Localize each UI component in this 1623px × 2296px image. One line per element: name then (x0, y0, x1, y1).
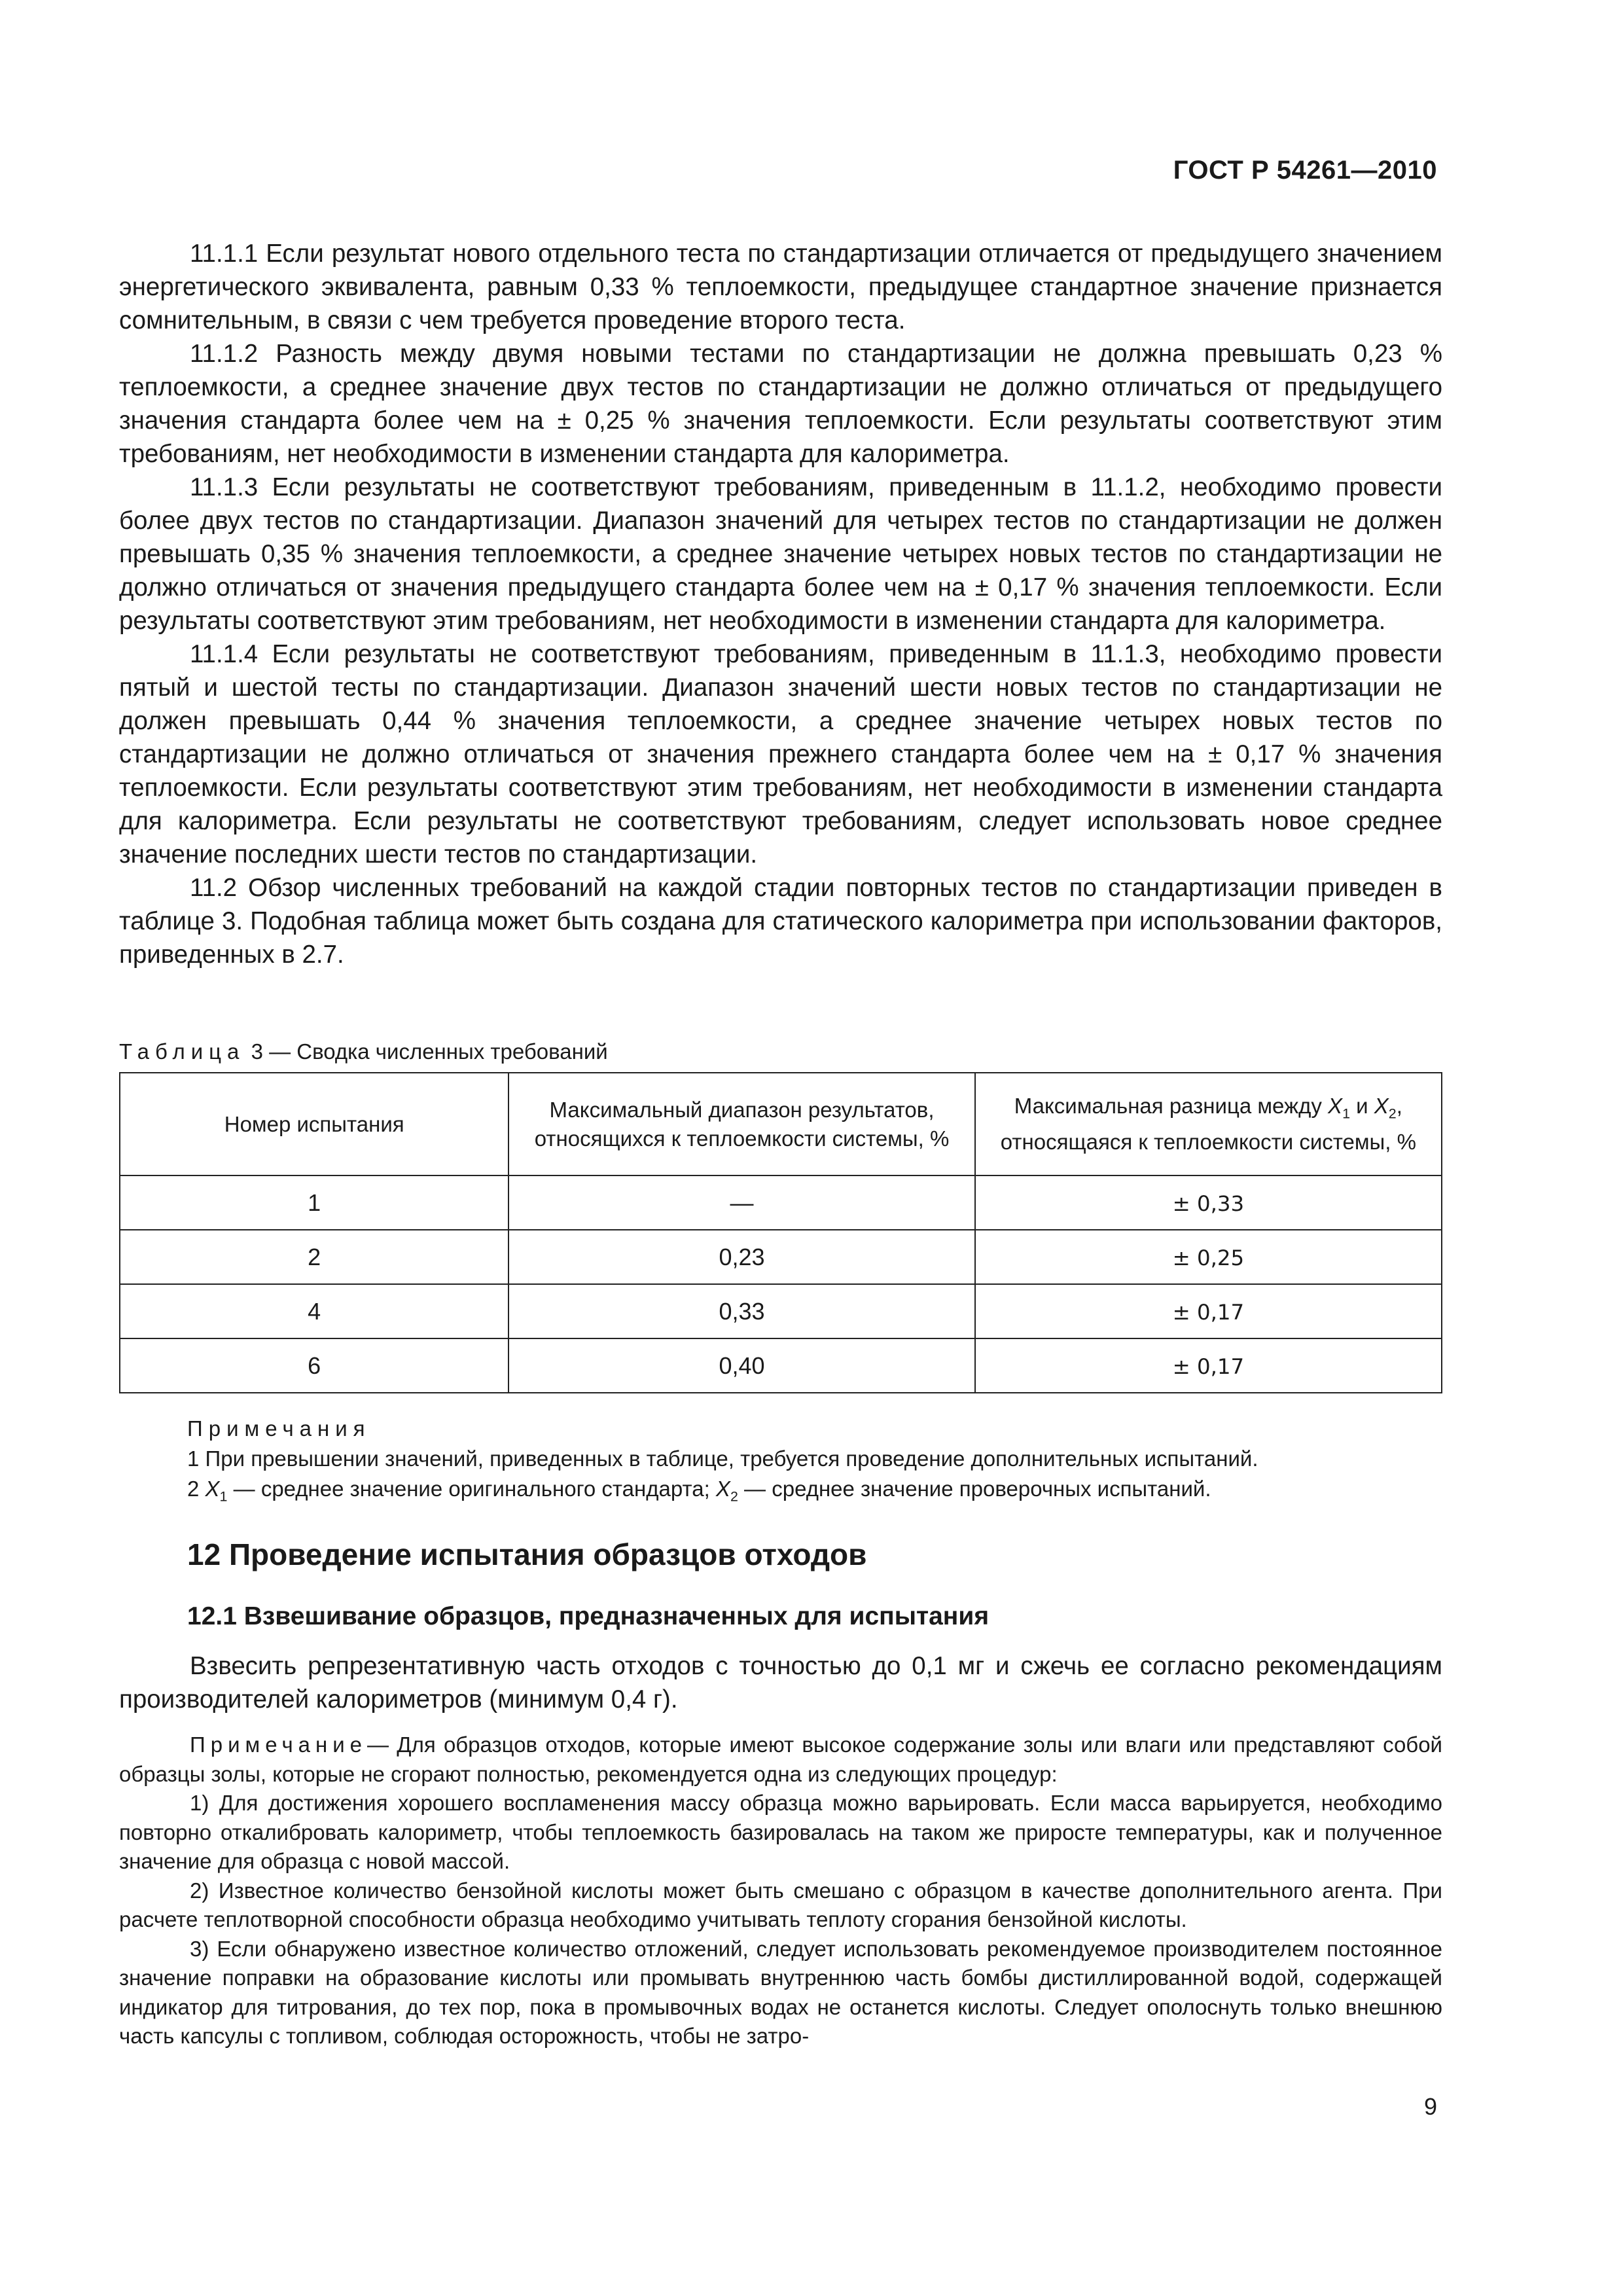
cell-max-difference-value: ± 0,17 (1172, 1299, 1245, 1325)
page-number: 9 (1423, 2093, 1437, 2120)
note-2-x2-subscript: 2 (730, 1488, 738, 1505)
header-x1-subscript: 1 (1342, 1105, 1350, 1122)
cell-max-range: 0,40 (508, 1338, 974, 1393)
cell-test-number: 6 (120, 1338, 508, 1393)
cell-max-range: — (508, 1175, 974, 1230)
table-caption-text: 3 — Сводка численных требований (251, 1039, 608, 1064)
section-12-1-body (119, 1649, 1442, 2051)
cell-max-difference (975, 1230, 1442, 1284)
procedure-item-1: 1) Для достижения хорошего воспламенения массу образца можно варьировать. Если масса варьируется, необходимо повторно откалибровать калориметр, чтобы теплоемкость базировалась на таком же приросте температуры, как и полученное значение для образца с новой массой. (119, 1791, 1442, 1873)
table-row (120, 1338, 1442, 1393)
note-2 (119, 1474, 1442, 1512)
table-row (120, 1175, 1442, 1230)
paragraph-11-1-1: 11.1.1 Если результат нового отдельного теста по стандартизации отличается от предыдущего значением энергетического эквивалента, равным 0,33 % теплоемкости, предыдущее стандартное значение признается сомнительным, в связи с чем требуется проведение второго теста. (119, 240, 1442, 334)
procedure-item-3: 3) Если обнаружено известное количество отложений, следует использовать рекомендуемое производителем постоянное значение поправки на образование кислоты или промывать внутреннюю часть бомбы дистиллированной водой, содержащей индикатор для титрования, до тех пор, пока в промывочных водах не останется кислоты. Следует ополоснуть только внешнюю часть капсулы с топливом, соблюдая осторожность, чтобы не затро- (119, 1936, 1442, 2048)
note-2-x1-definition: — среднее значение оригинального стандарта; (233, 1477, 710, 1501)
paragraph-11-1-2: 11.1.2 Разность между двумя новыми тестами по стандартизации не должна превышать 0,23 % теплоемкости, а среднее значение двух тестов по стандартизации не должно отличаться от предыдущего значения стандарта более чем на ± 0,25 % значения теплоемкости. Если результаты соответствуют этим требованиям, нет необходимости в изменении стандарта для калориметра. (119, 340, 1442, 468)
table-notes (119, 1414, 1442, 1512)
note-2-number: 2 (187, 1477, 200, 1501)
note-1: 1 При превышении значений, приведенных в таблице, требуется проведение дополнительных испытаний. (187, 1446, 1258, 1471)
header-max-range-line2: относящихся к теплоемкости системы, % (534, 1126, 950, 1151)
paragraph-11-1-4: 11.1.4 Если результаты не соответствуют требованиям, приведенным в 11.1.3, необходимо провести пятый и шестой тесты по стандартизации. Диапазон значений шести новых тестов по стандартизации не должен превышать 0,44 % значения теплоемкости, а среднее значение четырех новых тестов по стандартизации не должно отличаться от значения прежнего стандарта более чем на ± 0,17 % значения теплоемкости. Если результаты соответствуют этим требованиям, нет необходимости в изменении стандарта для калориметра. Если результаты не соответствуют требованиям, следует использовать новое среднее значение последних шести тестов по стандартизации. (119, 640, 1442, 869)
section-12-1-heading: 12.1 Взвешивание образцов, предназначенных для испытания (187, 1602, 990, 1630)
cell-max-difference (975, 1284, 1442, 1338)
requirements-table (119, 1072, 1442, 1393)
header-max-difference-text: Максимальная разница между (1014, 1093, 1322, 1118)
cell-max-difference-value: ± 0,17 (1172, 1354, 1245, 1379)
table-row (120, 1284, 1442, 1338)
table-row (120, 1230, 1442, 1284)
paragraph-11-2: 11.2 Обзор численных требований на каждой стадии повторных тестов по стандартизации приведен в таблице 3. Подобная таблица может быть создана для статического калориметра при использовании факторов, приведенных в 2.7. (119, 874, 1442, 969)
section-12-heading: 12 Проведение испытания образцов отходов (187, 1537, 867, 1571)
section-12-note-text: — Для образцов отходов, которые имеют высокое содержание золы или влаги или представляют собой образцы золы, которые не сгорают полностью, рекомендуется одна из следующих процедур: (119, 1732, 1442, 1786)
note-2-x2-symbol: X (715, 1477, 730, 1501)
section-12-note-lead: Примечание (190, 1732, 368, 1757)
note-2-x1-subscript: 1 (219, 1488, 228, 1505)
cell-max-range: 0,23 (508, 1230, 974, 1284)
cell-test-number: 2 (120, 1230, 508, 1284)
cell-max-range: 0,33 (508, 1284, 974, 1338)
header-max-range (508, 1073, 974, 1175)
document-code: ГОСТ Р 54261—2010 (1173, 156, 1437, 185)
section-12-note (119, 1731, 1442, 1789)
header-max-difference (975, 1073, 1442, 1175)
cell-max-difference (975, 1175, 1442, 1230)
body-text-11 (119, 237, 1442, 971)
table-caption-word: Таблица (119, 1039, 245, 1064)
cell-test-number: 4 (120, 1284, 508, 1338)
cell-test-number: 1 (120, 1175, 508, 1230)
table-caption (119, 1039, 608, 1064)
header-comma: , (1396, 1093, 1402, 1118)
header-x2-symbol: X (1374, 1093, 1389, 1118)
note-2-x2-definition: — среднее значение проверочных испытаний. (744, 1477, 1211, 1501)
header-max-range-line1: Максимальный диапазон результатов, (549, 1097, 935, 1122)
paragraph-12-1: Взвесить репрезентативную часть отходов с точностью до 0,1 мг и сжечь ее согласно рекомендациям производителей калориметров (минимум 0,4 г). (119, 1652, 1442, 1713)
paragraph-11-1-3: 11.1.3 Если результаты не соответствуют требованиям, приведенным в 11.1.2, необходимо провести более двух тестов по стандартизации. Диапазон значений для четырех тестов по стандартизации не должен превышать 0,35 % значения теплоемкости, а среднее значение четырех новых тестов по стандартизации не должно отличаться от значения предыдущего стандарта более чем на ± 0,17 % значения теплоемкости. Если результаты соответствуют этим требованиям, нет необходимости в изменении стандарта для калориметра. (119, 473, 1442, 635)
header-test-number: Номер испытания (120, 1073, 508, 1175)
cell-max-difference (975, 1338, 1442, 1393)
notes-heading: Примечания (187, 1416, 371, 1441)
header-and: и (1356, 1093, 1368, 1118)
table-header-row (120, 1073, 1442, 1175)
cell-max-difference-value: ± 0,25 (1172, 1245, 1245, 1270)
cell-max-difference-value: ± 0,33 (1172, 1191, 1245, 1216)
header-x2-subscript: 2 (1388, 1105, 1397, 1122)
procedure-item-2: 2) Известное количество бензойной кислоты может быть смешано с образцом в качестве дополнительного агента. При расчете теплотворной способности образца необходимо учитывать теплоту сгорания бензойной кислоты. (119, 1878, 1442, 1931)
header-x1-symbol: X (1328, 1093, 1343, 1118)
header-max-difference-line2: относящаяся к теплоемкости системы, % (1000, 1130, 1416, 1155)
note-2-x1-symbol: X (205, 1477, 220, 1501)
